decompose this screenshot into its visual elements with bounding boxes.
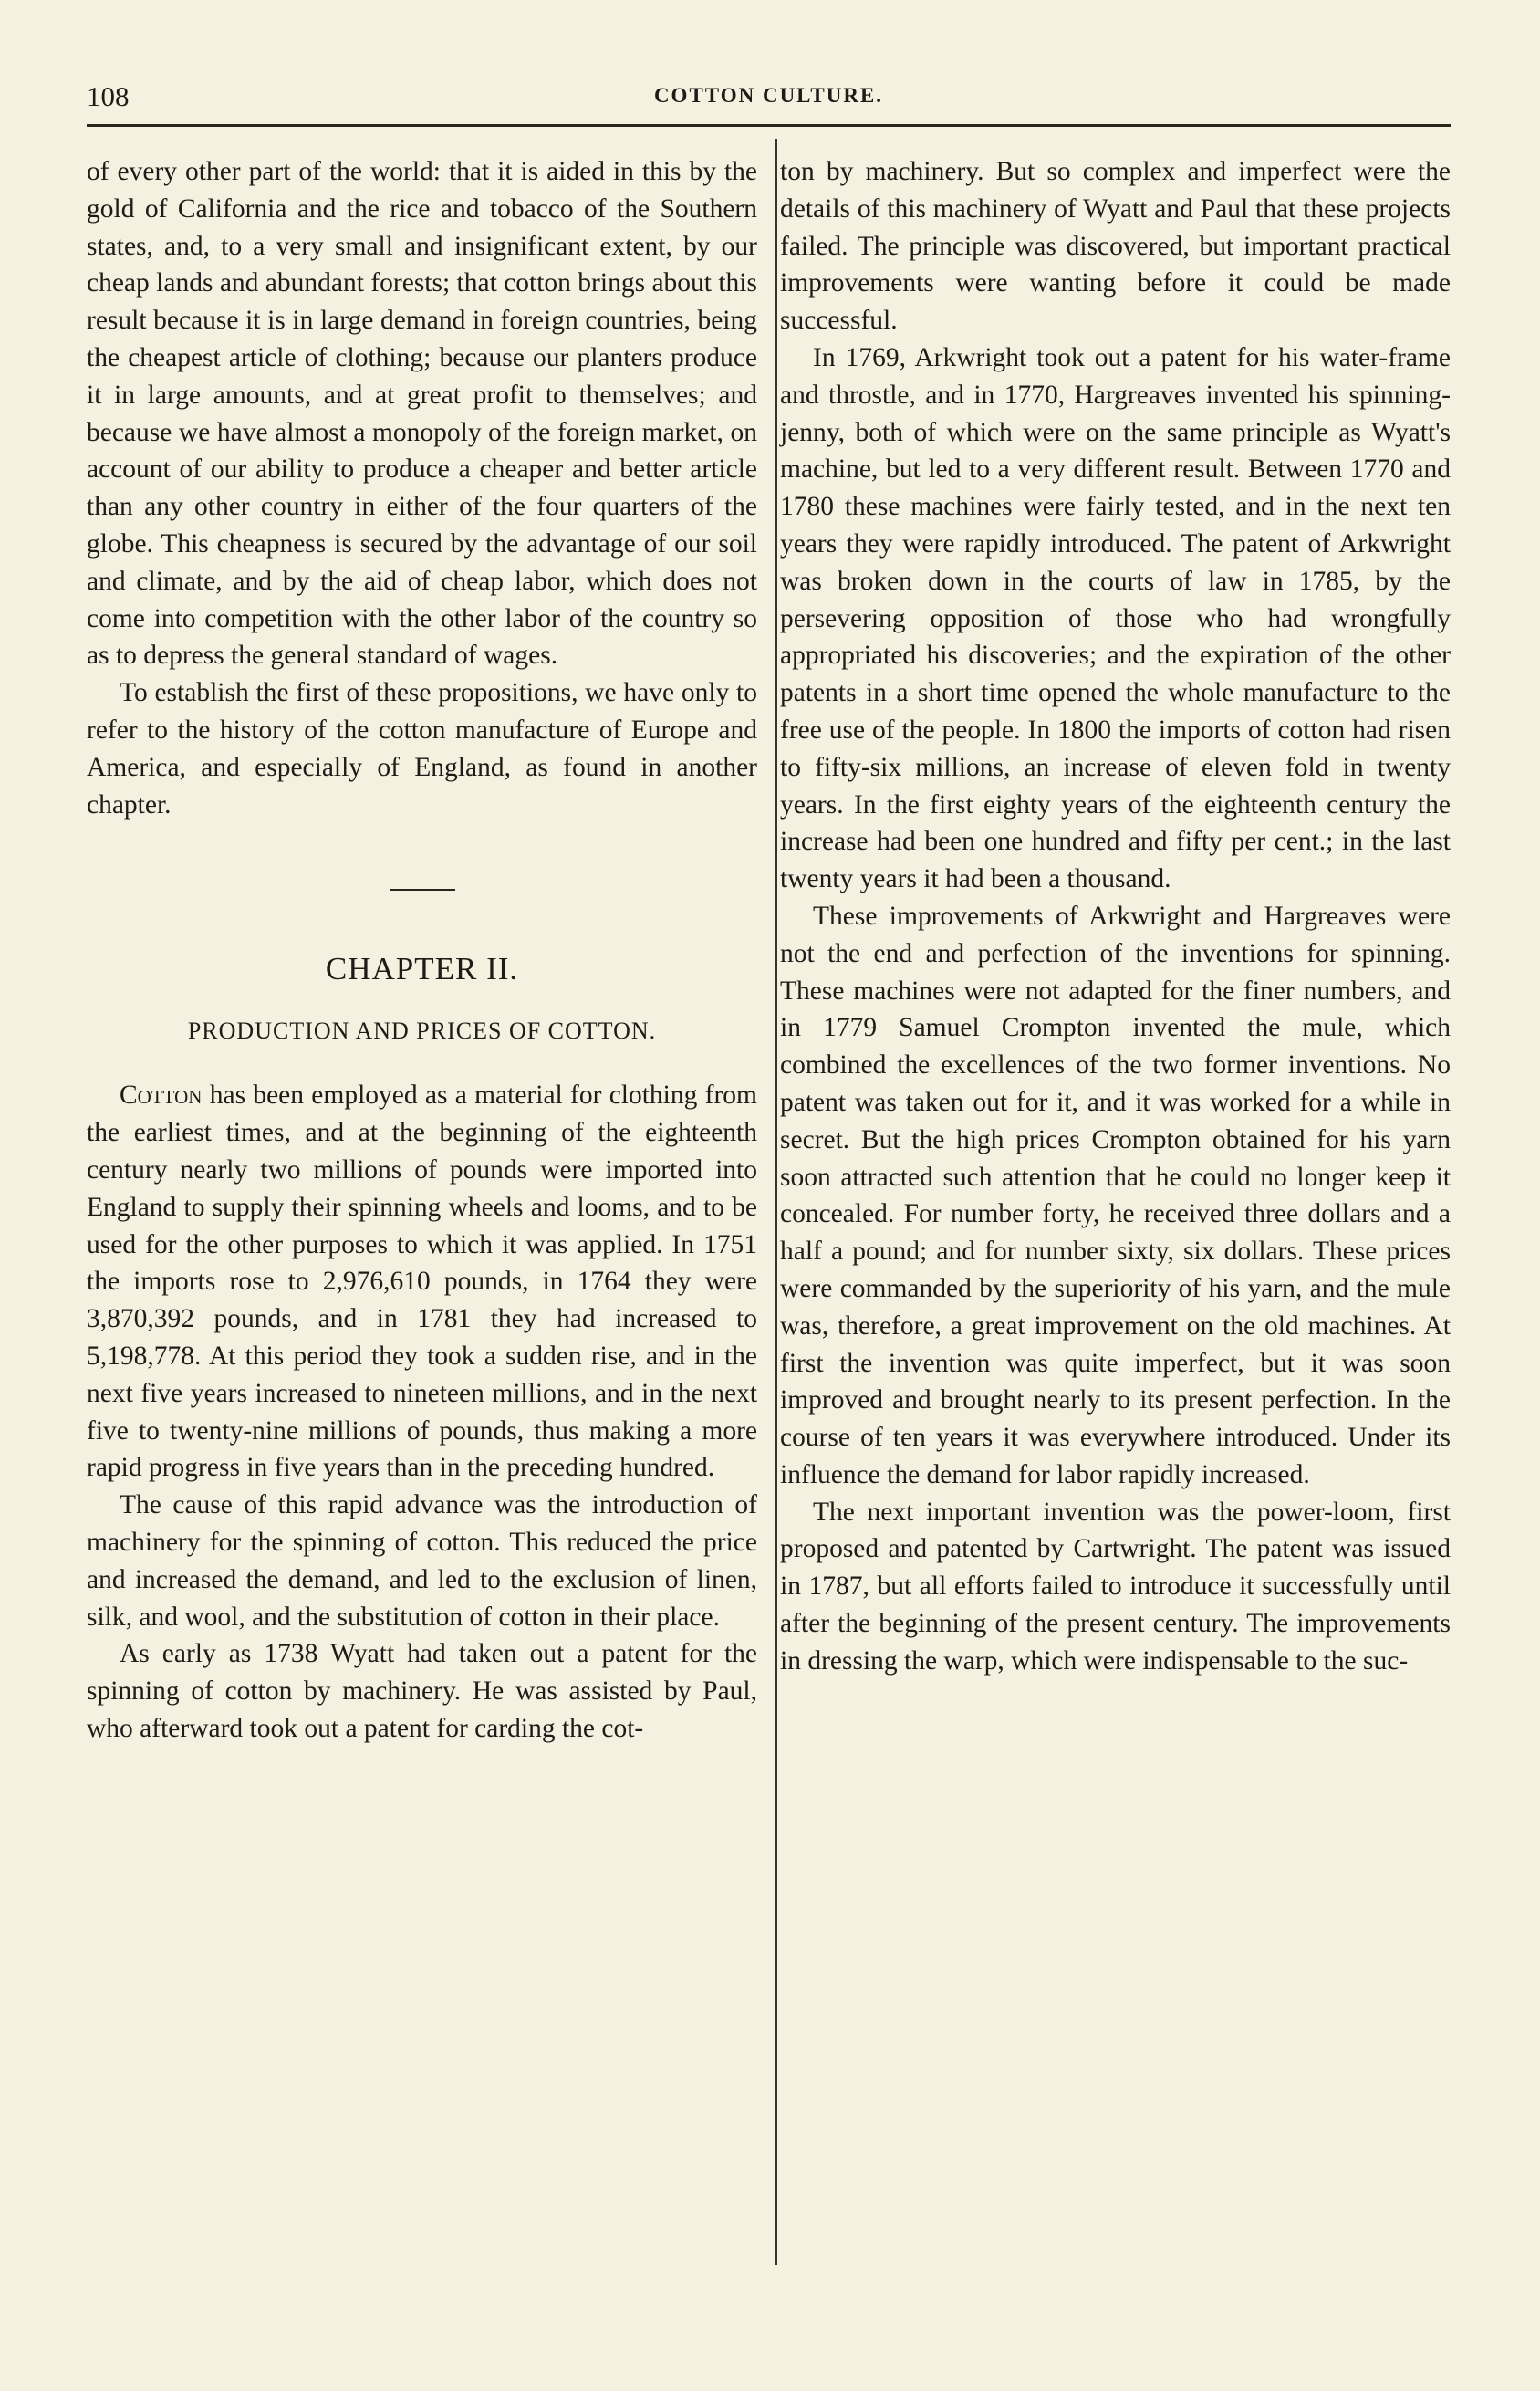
paragraph: ton by machinery. But so complex and imperfect were the details of this machinery of Wyatt and Paul that these projects failed. The principle was discovered, but important practical improvements were wanting before it could be made successful. — [780, 157, 1451, 336]
column-divider-rule — [775, 139, 777, 2265]
running-head: COTTON CULTURE. — [653, 84, 884, 107]
paragraph: These improvements of Arkwright and Hargreaves were not the end and perfection of the inventions for spinning. These machines were not adapted for the finer numbers, and in 1779 Samuel Crompton invented the mule, which combined the excellences of the two former inventions. No patent was taken out for it, and it was worked for a while in secret. But the high prices Crompton obtained for his yarn soon attracted such attention that he could no longer keep it concealed. For number forty, he received three dollars and a half a pound; and for number sixty, six dollars. These prices were commanded by the superiority of his yarn, and the mule was, therefore, a great improvement on the old machines. At first the invention was quite imperfect, but it was soon improved and brought nearly to its present perfection. In the course of ten years it was everywhere introduced. Under its influence the demand for labor rapidly increased. — [780, 901, 1451, 1489]
right-column — [780, 153, 1451, 1680]
paragraph-lead-word: Cotton — [120, 1081, 203, 1111]
paragraph: The next important invention was the power-loom, first proposed and patented by Cartwright. The patent was issued in 1787, but all efforts failed to introduce it successfully until after the beginning of the present century. The improvements in dressing the warp, which were indispensable to the suc- — [780, 1497, 1451, 1676]
paragraph: In 1769, Arkwright took out a patent for his water-frame and throstle, and in 1770, Hargreaves invented his spinning-jenny, both of which were on the same principle as Wyatt's machine, but led to a very different result. Between 1770 and 1780 these machines were fairly tested, and in the next ten years they were rapidly introduced. The patent of Arkwright was broken down in the courts of law in 1785, by the persevering opposition of those who had wrongfully appropriated his discoveries; and the expiration of the other patents in a short time opened the whole manufacture to the free use of the people. In 1800 the imports of cotton had risen to fifty-six millions, an increase of eleven fold in twenty years. In the first eighty years of the eighteenth century the increase had been one hundred and fifty per cent.; in the last twenty years it had been a thousand. — [780, 342, 1451, 894]
paragraph: of every other part of the world: that it is aided in this by the gold of California and the rice and tobacco of the Southern states, and, to a very small and insignificant extent, by our cheap lands and abundant forests; that cotton brings about this result because it is in large demand in foreign countries, being the cheapest article of clothing; because our planters produce it in large amounts, and at great profit to themselves; and because we have almost a monopoly of the foreign market, on account of our ability to produce a cheaper and better article than any other country in either of the four quarters of the globe. This cheapness is secured by the advantage of our soil and climate, and by the aid of cheap labor, which does not come into competition with the other labor of the country so as to depress the general standard of wages. — [87, 157, 757, 671]
chapter-title: CHAPTER II. — [325, 951, 519, 987]
paragraph-text: has been employed as a material for clothing from the earliest times, and at the beginning of the eighteenth century nearly two millions of pounds were imported into England to supply their spinning wheels and looms, and to be used for the other purposes to which it was applied. In 1751 the imports rose to 2,976,610 pounds, in 1764 they were 3,870,392 pounds, and in 1781 they had increased to 5,198,778. At this period they took a sudden rise, and in the next five years increased to nineteen millions, and in the next five to twenty-nine millions of pounds, thus making a more rapid progress in five years than in the preceding hundred. — [87, 1081, 757, 1483]
page-header — [87, 80, 1451, 117]
section-divider — [390, 889, 455, 891]
header-rule — [87, 124, 1451, 127]
left-column — [87, 153, 757, 1748]
paragraph — [87, 1077, 757, 1487]
chapter-subtitle: PRODUCTION AND PRICES OF COTTON. — [187, 1018, 657, 1045]
page-number: 108 — [87, 80, 130, 112]
paragraph: As early as 1738 Wyatt had taken out a patent for the spinning of cotton by machinery. He was assisted by Paul, who afterward took out a patent for carding the cot- — [87, 1639, 757, 1743]
paragraph: The cause of this rapid advance was the introduction of machinery for the spinning of cotton. This reduced the price and increased the demand, and led to the exclusion of linen, silk, and wool, and the substitution of cotton in their place. — [87, 1490, 757, 1632]
paragraph: To establish the first of these propositions, we have only to refer to the history of the cotton manufacture of Europe and America, and especially of England, as found in another chapter. — [87, 678, 757, 820]
